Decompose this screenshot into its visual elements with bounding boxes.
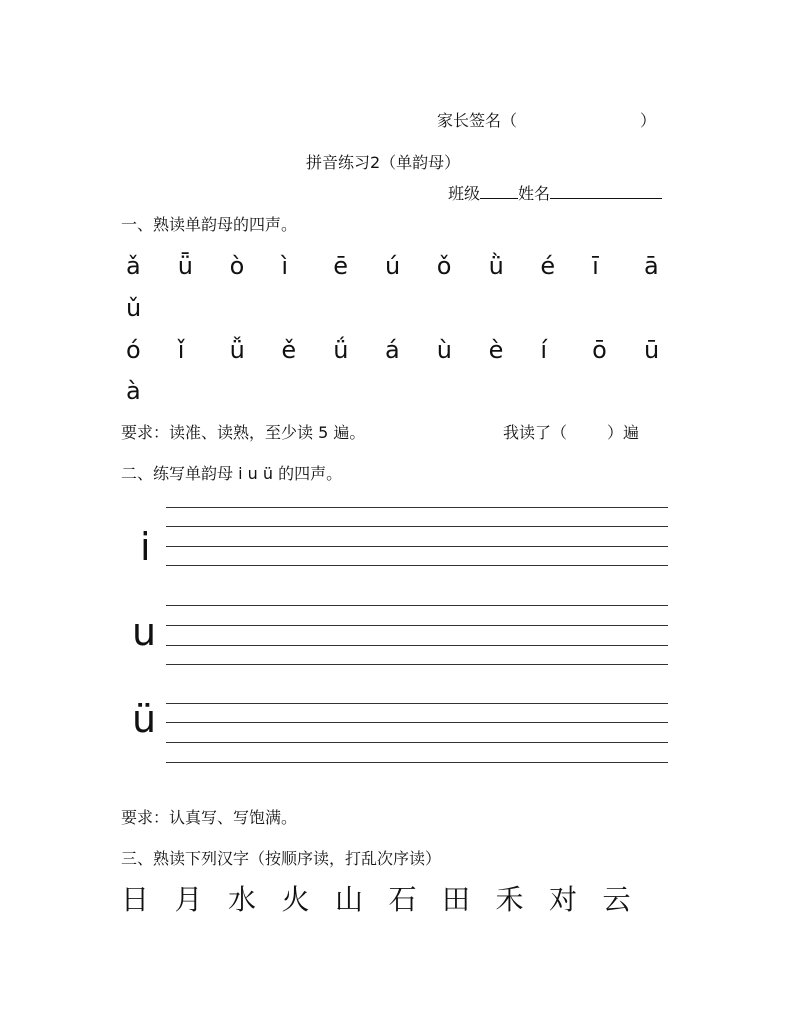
writing-line[interactable] xyxy=(166,742,668,743)
writing-line[interactable] xyxy=(166,722,668,723)
pinyin-item: ǐ xyxy=(177,336,185,364)
pinyin-item: ǖ xyxy=(177,252,194,280)
pinyin-item: ù xyxy=(436,336,452,364)
pinyin-item: ē xyxy=(333,252,348,280)
pinyin-row-1 xyxy=(120,252,690,280)
hanzi-item: 水 xyxy=(228,883,257,916)
writing-line[interactable] xyxy=(166,664,668,665)
hanzi-item: 石 xyxy=(388,883,417,916)
practice-letter-u: u xyxy=(132,610,157,654)
hanzi-row xyxy=(121,878,656,918)
class-label: 班级 xyxy=(448,184,481,203)
page-title: 拼音练习2（单韵母） xyxy=(306,153,461,172)
pinyin-item: ó xyxy=(126,336,141,364)
pinyin-item: è xyxy=(488,336,504,364)
pinyin-row-1-wrap xyxy=(120,294,172,322)
pinyin-item: ú xyxy=(384,252,401,280)
parent-signature-label: 家长签名（ xyxy=(437,111,518,130)
pinyin-item: ǜ xyxy=(488,252,504,280)
writing-line[interactable] xyxy=(166,703,668,704)
hanzi-item: 对 xyxy=(549,883,578,916)
class-blank[interactable] xyxy=(480,184,518,199)
read-count-prefix: 我读了（ xyxy=(503,423,568,442)
class-name-line xyxy=(448,181,662,204)
read-count-suffix: ）遍 xyxy=(607,423,640,442)
section2-heading: 二、练写单韵母 i u ü 的四声。 xyxy=(121,464,343,483)
section1-requirement: 要求：读准、读熟，至少读 5 遍。 xyxy=(121,423,366,442)
name-label: 姓名 xyxy=(518,184,551,203)
pinyin-item: ǎ xyxy=(126,252,141,280)
section1-heading: 一、熟读单韵母的四声。 xyxy=(121,215,298,234)
writing-line[interactable] xyxy=(166,507,668,508)
section3-heading: 三、熟读下列汉字（按顺序读，打乱次序读） xyxy=(121,849,442,868)
hanzi-item: 禾 xyxy=(495,883,524,916)
writing-line[interactable] xyxy=(166,565,668,566)
writing-line[interactable] xyxy=(166,645,668,646)
pinyin-item: ǔ xyxy=(126,294,142,322)
writing-line[interactable] xyxy=(166,526,668,527)
pinyin-item: ǘ xyxy=(333,336,349,364)
pinyin-item: ě xyxy=(281,336,297,364)
practice-letter-i: i xyxy=(140,525,151,569)
hanzi-item: 田 xyxy=(442,883,471,916)
pinyin-item: á xyxy=(384,336,400,364)
pinyin-item: ì xyxy=(281,252,289,280)
pinyin-row-2-wrap xyxy=(120,377,172,405)
pinyin-item: ǒ xyxy=(436,252,452,280)
name-blank[interactable] xyxy=(550,184,662,199)
hanzi-item: 月 xyxy=(174,883,203,916)
writing-line[interactable] xyxy=(166,546,668,547)
pinyin-item: ū xyxy=(643,336,660,364)
section2-requirement: 要求：认真写、写饱满。 xyxy=(121,808,298,827)
pinyin-item: ò xyxy=(229,252,245,280)
pinyin-item: é xyxy=(540,252,556,280)
writing-line[interactable] xyxy=(166,625,668,626)
pinyin-item: ō xyxy=(592,336,607,364)
writing-line[interactable] xyxy=(166,605,668,606)
pinyin-item: ā xyxy=(643,252,659,280)
parent-signature-close: ） xyxy=(640,111,657,130)
pinyin-item: à xyxy=(126,377,141,405)
practice-letter-v: ü xyxy=(132,697,157,741)
hanzi-item: 火 xyxy=(281,883,310,916)
pinyin-row-2 xyxy=(120,336,690,364)
hanzi-item: 山 xyxy=(335,883,364,916)
writing-line[interactable] xyxy=(166,762,668,763)
pinyin-item: ǚ xyxy=(229,336,245,364)
pinyin-item: í xyxy=(540,336,548,364)
hanzi-item: 云 xyxy=(602,883,631,916)
pinyin-item: ī xyxy=(592,252,599,280)
hanzi-item: 日 xyxy=(121,883,150,916)
